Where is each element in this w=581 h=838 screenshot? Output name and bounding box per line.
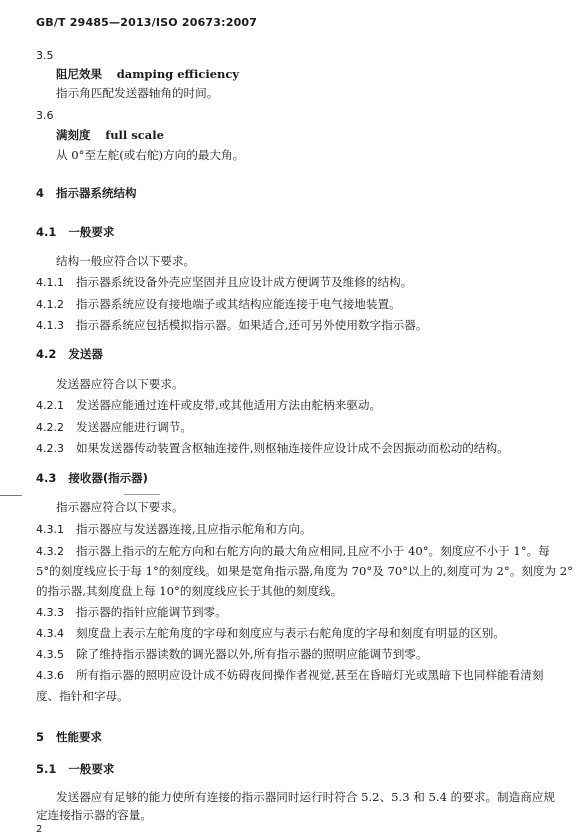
definition-3-6: 从 0°至左舵(或右舵)方向的最大角。 bbox=[56, 148, 245, 162]
section-5-1-heading bbox=[36, 762, 114, 777]
section-4-3-number: 4.3 bbox=[36, 471, 57, 485]
section-4-number: 4 bbox=[36, 186, 45, 200]
clause-4-2-2-text: 发送器应能进行调节。 bbox=[76, 420, 192, 434]
section-4-2-number: 4.2 bbox=[36, 347, 57, 361]
standard-header: GB/T 29485—2013/ISO 20673:2007 bbox=[36, 16, 258, 29]
clause-4-3-2-number: 4.3.2 bbox=[36, 545, 64, 558]
clause-4-2-2-number: 4.2.2 bbox=[36, 421, 64, 434]
section-4-1-intro: 结构一般应符合以下要求。 bbox=[56, 254, 196, 268]
section-5-number: 5 bbox=[36, 730, 45, 744]
clause-4-3-6-line-2: 度、指针和字母。 bbox=[36, 689, 129, 703]
clause-4-3-2-line-2: 5°的刻度线应长于每 1°的刻度线。如果是宽角指示器,角度为 70°及 70°以上的,刻度可为 2°。刻度为 2° bbox=[36, 564, 573, 578]
section-4-3-intro: 指示器应符合以下要求。 bbox=[56, 500, 184, 514]
clause-4-2-3-number: 4.2.3 bbox=[36, 442, 64, 455]
clause-4-3-5 bbox=[36, 647, 428, 662]
clause-4-3-3 bbox=[36, 605, 227, 620]
term-3-5-en: damping efficiency bbox=[116, 67, 240, 81]
term-3-5 bbox=[56, 67, 239, 82]
clause-4-1-2-number: 4.1.2 bbox=[36, 298, 64, 311]
clause-4-1-1 bbox=[36, 275, 412, 290]
scan-artifact-line bbox=[0, 495, 22, 496]
section-4-3-heading bbox=[36, 471, 148, 486]
section-4-1-heading bbox=[36, 225, 114, 240]
clause-4-3-4 bbox=[36, 626, 505, 641]
clause-4-3-2-line-1: 指示器上指示的左舵方向和右舵方向的最大角应相同,且应不小于 40°。刻度应不小于 1°。每 bbox=[76, 544, 550, 558]
section-4-heading bbox=[36, 186, 137, 201]
clause-number-3-6: 3.6 bbox=[36, 109, 54, 122]
clause-4-3-4-number: 4.3.4 bbox=[36, 627, 64, 640]
clause-number-3-5: 3.5 bbox=[36, 49, 54, 62]
clause-4-3-1 bbox=[36, 522, 312, 537]
clause-4-3-2-line-3: 的指示器,其刻度盘上每 10°的刻度线应长于其他的刻度线。 bbox=[36, 584, 343, 598]
section-4-title: 指示器系统结构 bbox=[56, 186, 137, 200]
clause-4-1-2 bbox=[36, 297, 401, 312]
clause-4-2-1-text: 发送器应能通过连杆或皮带,或其他适用方法由舵柄来驱动。 bbox=[76, 398, 382, 412]
clause-4-3-1-text: 指示器应与发送器连接,且应指示舵角和方向。 bbox=[76, 522, 312, 536]
clause-4-1-3-number: 4.1.3 bbox=[36, 319, 64, 332]
clause-4-3-5-number: 4.3.5 bbox=[36, 648, 64, 661]
term-3-5-zh: 阻尼效果 bbox=[56, 67, 102, 81]
section-4-2-heading bbox=[36, 347, 103, 362]
clause-4-1-2-text: 指示器系统应设有接地端子或其结构应能连接于电气接地装置。 bbox=[76, 297, 401, 311]
clause-4-2-3-text: 如果发送器传动装置含枢轴连接件,则枢轴连接件应设计成不会因振动而松动的结构。 bbox=[76, 441, 509, 455]
section-4-2-intro: 发送器应符合以下要求。 bbox=[56, 377, 184, 391]
section-4-1-number: 4.1 bbox=[36, 225, 57, 239]
clause-4-2-1 bbox=[36, 398, 381, 413]
clause-4-3-4-text: 刻度盘上表示左舵角度的字母和刻度应与表示右舵角度的字母和刻度有明显的区别。 bbox=[76, 626, 505, 640]
clause-4-3-6-line-1: 所有指示器的照明应设计成不妨碍夜间操作者视觉,甚至在昏暗灯光或黑暗下也同样能看清刻 bbox=[76, 668, 544, 682]
clause-4-2-3 bbox=[36, 441, 509, 456]
definition-3-5: 指示角匹配发送器轴角的时间。 bbox=[56, 86, 219, 100]
section-4-2-title: 发送器 bbox=[68, 347, 103, 361]
page-number: 2 bbox=[36, 824, 43, 835]
clause-4-3-3-text: 指示器的指针应能调节到零。 bbox=[76, 605, 227, 619]
clause-4-3-6 bbox=[36, 668, 543, 683]
scan-artifact-line bbox=[124, 494, 160, 495]
clause-4-1-1-number: 4.1.1 bbox=[36, 276, 64, 289]
clause-4-2-2 bbox=[36, 420, 192, 435]
clause-4-1-1-text: 指示器系统设备外壳应坚固并且应设计成方便调节及维修的结构。 bbox=[76, 275, 413, 289]
clause-4-3-2 bbox=[36, 544, 550, 559]
term-3-6 bbox=[56, 128, 164, 143]
section-4-1-title: 一般要求 bbox=[68, 225, 115, 239]
section-5-1-number: 5.1 bbox=[36, 762, 57, 776]
clause-4-3-6-number: 4.3.6 bbox=[36, 669, 64, 682]
section-5-heading bbox=[36, 730, 102, 745]
clause-4-3-5-text: 除了维持指示器读数的调光器以外,所有指示器的照明应能调节到零。 bbox=[76, 647, 428, 661]
term-3-6-zh: 满刻度 bbox=[56, 128, 91, 142]
clause-4-1-3 bbox=[36, 318, 428, 333]
section-5-1-title: 一般要求 bbox=[68, 762, 115, 776]
section-4-3-title: 接收器(指示器) bbox=[68, 471, 148, 485]
clause-4-3-3-number: 4.3.3 bbox=[36, 606, 64, 619]
clause-4-2-1-number: 4.2.1 bbox=[36, 399, 64, 412]
clause-4-3-1-number: 4.3.1 bbox=[36, 523, 64, 536]
section-5-1-line-2: 定连接指示器的容量。 bbox=[36, 808, 152, 822]
clause-4-1-3-text: 指示器系统应包括模拟指示器。如果适合,还可另外使用数字指示器。 bbox=[76, 318, 428, 332]
section-5-title: 性能要求 bbox=[56, 730, 103, 744]
term-3-6-en: full scale bbox=[105, 128, 164, 142]
section-5-1-line-1: 发送器应有足够的能力使所有连接的指示器同时运行时符合 5.2、5.3 和 5.4 的要求。制造商应规 bbox=[56, 790, 556, 804]
